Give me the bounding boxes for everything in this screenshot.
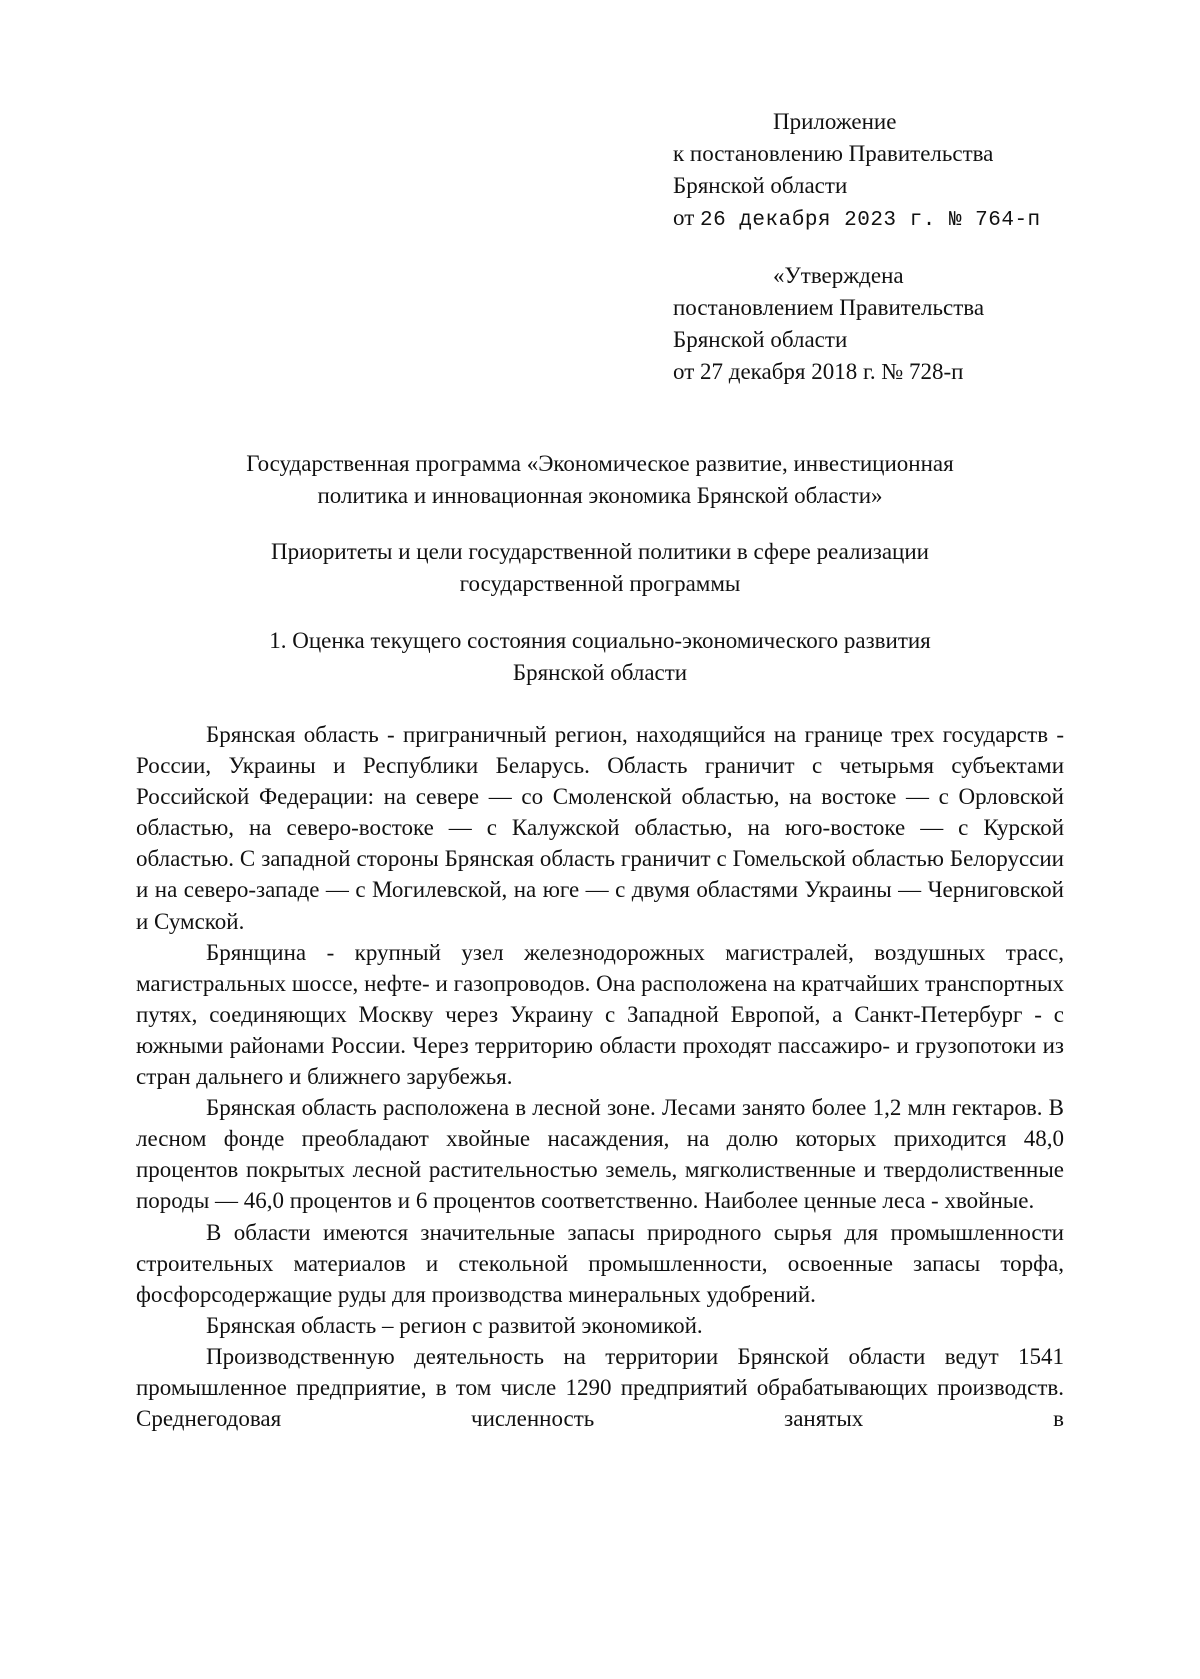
paragraph: Производственную деятельность на территории Брянской области ведут 1541 промышленное предприятие, в том числе 1290 предприятий обрабатывающих производств. Среднегодовая численность занятых в <box>136 1343 1064 1432</box>
title-line: государственной программы <box>459 571 741 596</box>
paragraph: Брянская область - приграничный регион, находящийся на границе трех государств - России, Украины и Республики Беларусь. Область граничит с четырьмя субъектами Российской Федерации: на севере — со Смоленской областью, на востоке — с Орловской областью, на северо-востоке — с Калужской областью, на юго-востоке — с Курской областью. С западной стороны Брянская область граничит с Гомельской областью Белоруссии и на северо-западе — с Могилевской, на юге — с двумя областями Украины — Черниговской и Сумской. <box>136 722 1064 934</box>
approval-line: Брянской области <box>673 173 848 198</box>
approval-block-appendix <box>673 106 1041 237</box>
section-title <box>150 625 1050 689</box>
approval-date-prefix: от <box>673 205 695 230</box>
title-line: Приоритеты и цели государственной политики в сфере реализации <box>271 539 929 564</box>
program-title <box>150 448 1050 512</box>
approval-line: к постановлению Правительства <box>673 141 994 166</box>
approval-date-stamp: 26 декабря 2023 г. № 764-п <box>700 209 1041 232</box>
approval-block-approved <box>673 260 984 388</box>
title-line: Государственная программа «Экономическое развитие, инвестиционная <box>246 451 954 476</box>
approval-heading: «Утверждена <box>773 263 904 288</box>
paragraph: Брянская область расположена в лесной зоне. Лесами занято более 1,2 млн гектаров. В лесном фонде преобладают хвойные насаждения, на долю которых приходится 48,0 процентов покрытых лесной растительностью земель, мягколиственные и твердолиственные породы — 46,0 процентов и 6 процентов соответственно. Наиболее ценные леса - хвойные. <box>136 1095 1064 1214</box>
paragraph: Брянская область – регион с развитой экономикой. <box>206 1312 703 1338</box>
title-line: политика и инновационная экономика Брянской области» <box>317 483 883 508</box>
approval-line <box>673 106 1041 138</box>
approval-heading: Приложение <box>773 109 897 134</box>
approval-date-line <box>673 202 1041 237</box>
approval-date-line: от 27 декабря 2018 г. № 728-п <box>673 359 964 384</box>
approval-line: постановлением Правительства <box>673 295 985 320</box>
title-line: 1. Оценка текущего состояния социально-экономического развития <box>269 628 931 653</box>
title-line: Брянской области <box>512 660 688 685</box>
paragraph: Брянщина - крупный узел железнодорожных магистралей, воздушных трасс, магистральных шоссе, нефте- и газопроводов. Она расположена на кратчайших транспортных путях, соединяющих Москву через Украину с Западной Европой, а Санкт-Петербург - с южными районами России. Через территорию области проходят пассажиро- и грузопотоки из стран дальнего и ближнего зарубежья. <box>136 939 1064 1090</box>
paragraph: В области имеются значительные запасы природного сырья для промышленности строительных материалов и стекольной промышленности, освоенные запасы торфа, фосфорсодержащие руды для производства минеральных удобрений. <box>136 1219 1064 1307</box>
approval-line <box>673 260 984 292</box>
priorities-title <box>150 536 1050 600</box>
approval-line: Брянской области <box>673 327 848 352</box>
body-text <box>136 719 1064 1434</box>
